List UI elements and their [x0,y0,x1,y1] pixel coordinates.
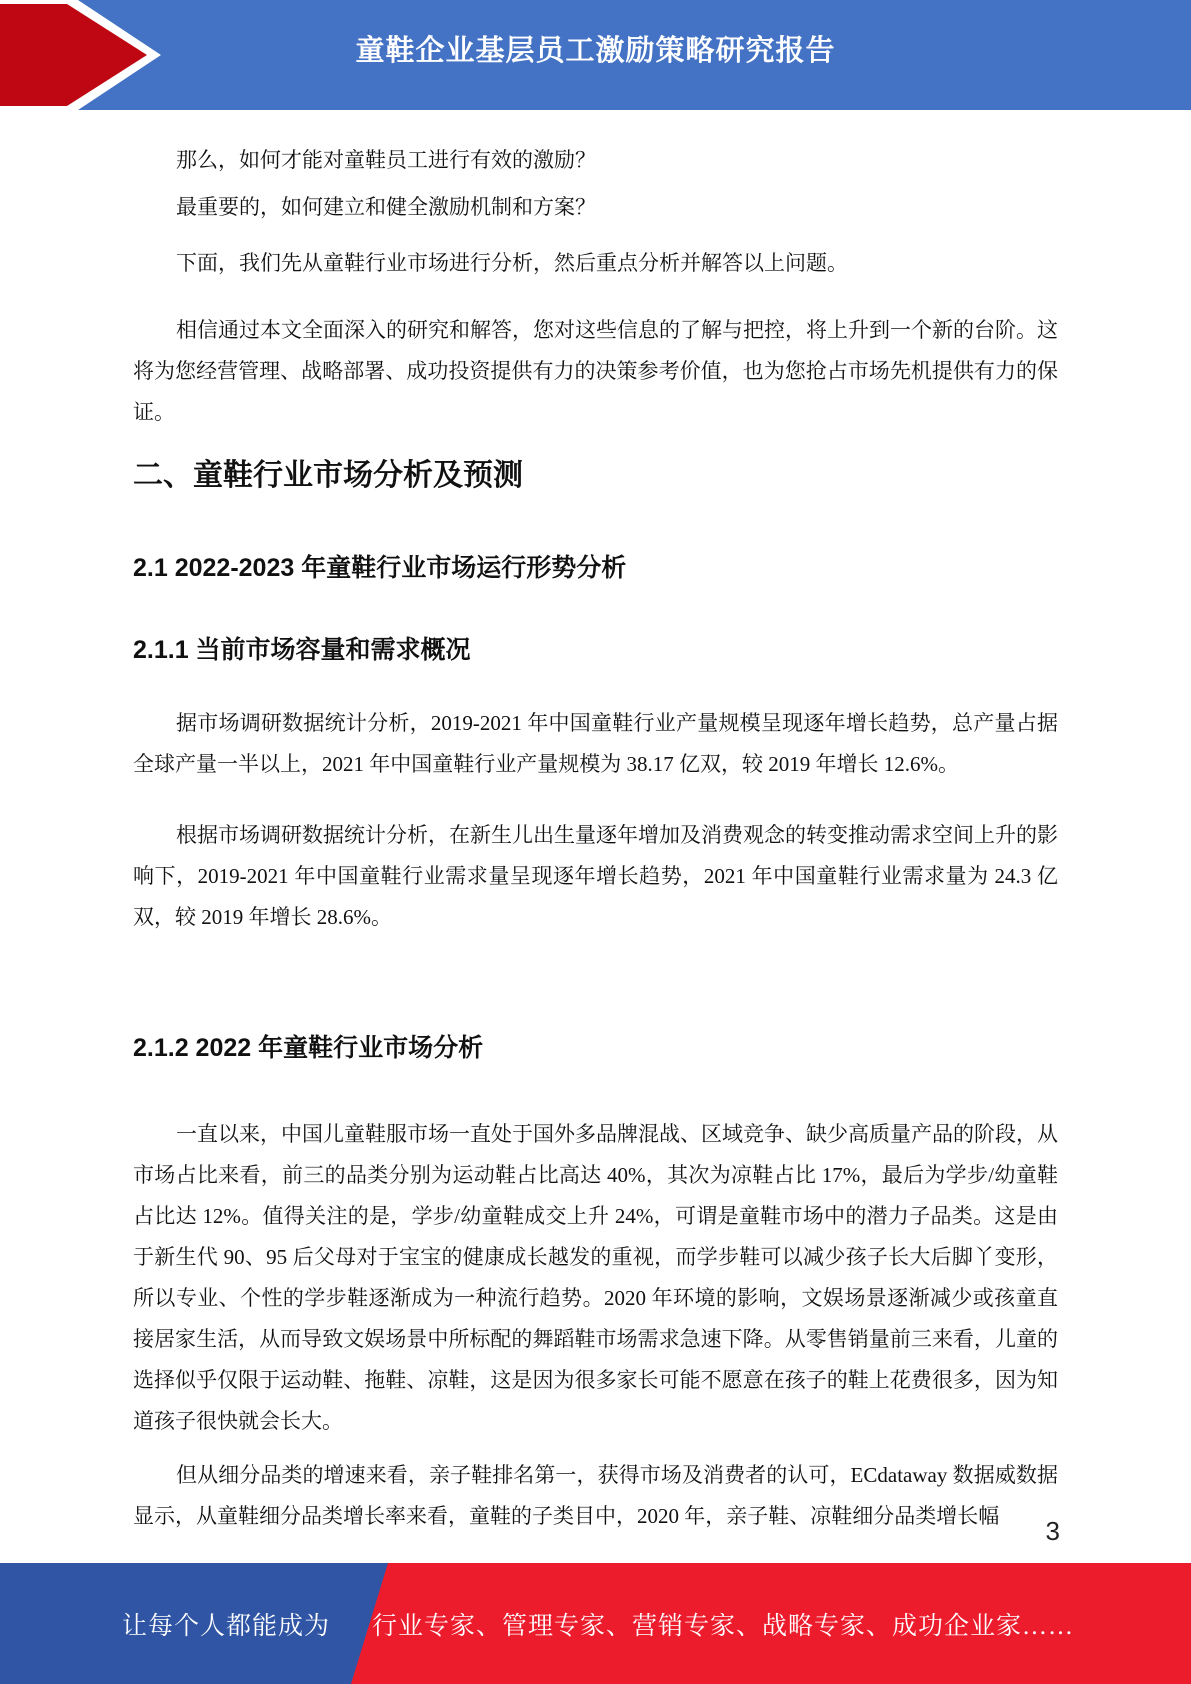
heading-section-2: 二、童鞋行业市场分析及预测 [133,459,523,492]
heading-2-1-1: 2.1.1 当前市场容量和需求概况 [133,636,471,664]
intro-question-1: 那么，如何才能对童鞋员工进行有效的激励？ [176,148,596,172]
header-banner [0,0,1191,110]
footer-slogan-right: 行业专家、管理专家、营销专家、战略专家、成功企业家…… [372,1612,1075,1640]
heading-2-1-2: 2.1.2 2022 年童鞋行业市场分析 [133,1034,484,1062]
paragraph-overview: 下面，我们先从童鞋行业市场进行分析，然后重点分析并解答以上问题。 [176,251,848,275]
paragraph-demand: 根据市场调研数据统计分析，在新生儿出生量逐年增加及消费观念的转变推动需求空间上升的影响下，2019-2021 年中国童鞋行业需求量呈现逐年增长趋势，2021 年中国童鞋行业需求量为 24.3 亿双，较 2019 年增长 28.6%。 [133,823,1058,929]
page-number: 3 [1045,1516,1060,1546]
paragraph-market-analysis: 一直以来，中国儿童鞋服市场一直处于国外多品牌混战、区域竞争、缺少高质量产品的阶段，从市场占比来看，前三的品类分别为运动鞋占比高达 40%，其次为凉鞋占比 17%，最后为学步/幼童鞋占比达 12%。值得关注的是，学步/幼童鞋成交上升 24%，可谓是童鞋市场中的潜力子品类。这是由于新生代 90、95 后父母对于宝宝的健康成长越发的重视，而学步鞋可以减少孩子长大后脚丫变形，所以专业、个性的学步鞋逐渐成为一种流行趋势。2020 年环境的影响，文娱场景逐渐减少或孩童直接居家生活，从而导致文娱场景中所标配的舞蹈鞋市场需求急速下降。从零售销量前三来看，儿童的选择似乎仅限于运动鞋、拖鞋、凉鞋，这是因为很多家长可能不愿意在孩子的鞋上花费很多，因为知道孩子很快就会长大。 [133,1122,1058,1433]
heading-2-1: 2.1 2022-2023 年童鞋行业市场运行形势分析 [133,554,627,582]
report-title: 童鞋企业基层员工激励策略研究报告 [355,34,836,67]
paragraph-value: 相信通过本文全面深入的研究和解答，您对这些信息的了解与把控，将上升到一个新的台阶。这将为您经营管理、战略部署、成功投资提供有力的决策参考价值，也为您抢占市场先机提供有力的保证。 [133,318,1058,424]
footer-slogan-left: 让每个人都能成为 [121,1612,330,1640]
paragraph-production: 据市场调研数据统计分析，2019-2021 年中国童鞋行业产量规模呈现逐年增长趋势，总产量占据全球产量一半以上，2021 年中国童鞋行业产量规模为 38.17 亿双，较 2019 年增长 12.6%。 [133,711,1058,776]
document-body [0,110,1191,1537]
footer-bar [0,1563,1191,1684]
paragraph-growth: 但从细分品类的增速来看，亲子鞋排名第一，获得市场及消费者的认可，ECdataway 数据威数据显示，从童鞋细分品类增长率来看，童鞋的子类目中，2020 年，亲子鞋、凉鞋细分品类增长幅 [133,1463,1058,1528]
intro-question-2: 最重要的，如何建立和健全激励机制和方案？ [176,195,596,219]
